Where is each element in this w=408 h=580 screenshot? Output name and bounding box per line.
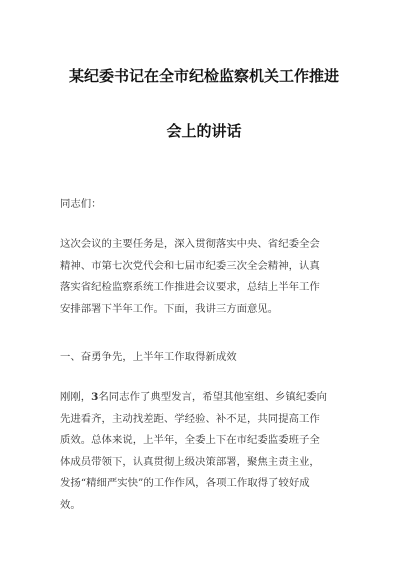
paragraph-line: 这次会议的主要任务是，深入贯彻落实中央、省纪委全会: [60, 238, 320, 250]
paragraph-line: 精神、市第七次党代会和七届市纪委三次全会精神，认真: [60, 259, 320, 272]
paragraph-2: [60, 387, 360, 516]
paragraph-line: 体成员带领下，认真贯彻上级决策部署，聚焦主责主业，: [60, 455, 320, 468]
paragraph-line: 落实省纪检监察系统工作推进会议要求，总结上半年工作: [60, 281, 320, 293]
paragraph-line: 安排部署下半年工作。下面，我讲三方面意见。: [60, 302, 279, 315]
emphasized-number: 3: [91, 391, 99, 403]
paragraph-line: 质效。总体来说，上半年，全委上下在市纪委监委班子全: [60, 434, 320, 446]
greeting: 同志们：: [60, 198, 102, 210]
paragraph-text: 名同志作了典型发言，希望其他室组、乡镇纪委向: [98, 391, 327, 403]
section-heading: 一、奋勇争先，上半年工作取得新成效: [60, 351, 237, 363]
paragraph-line: 先进看齐，主动找差距、学经验、补不足，共同提高工作: [60, 412, 320, 425]
document-title-line-2: 会上的讲话: [166, 122, 242, 140]
paragraph-line: 效。: [60, 498, 81, 511]
paragraph-1: [60, 234, 360, 320]
document-title-line-1: 某纪委书记在全市纪检监察机关工作推进: [68, 67, 339, 85]
paragraph-text: 刚刚，: [60, 391, 92, 403]
paragraph-line: 发扬“精细严实快”的工作作风，各项工作取得了较好成: [60, 477, 310, 489]
paragraph-line: [60, 387, 360, 409]
